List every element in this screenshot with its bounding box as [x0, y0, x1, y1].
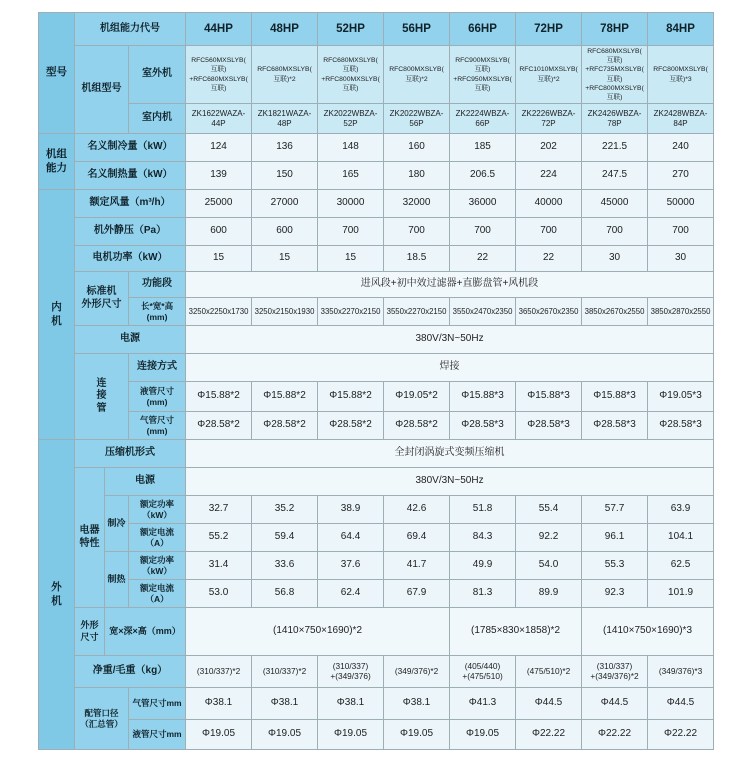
label-indoor-unit: 室内机 [129, 104, 186, 134]
spec-cell: 700 [384, 218, 450, 246]
spec-cell-span: 焊接 [186, 354, 714, 382]
row-indoor-power [39, 326, 714, 354]
spec-cell: RFC680MXSLYB(互联)*2 [252, 46, 318, 104]
label-capacity-code: 机组能力代号 [75, 13, 186, 46]
spec-cell: 600 [186, 218, 252, 246]
hp-code: 78HP [582, 13, 648, 46]
spec-cell: 30 [582, 246, 648, 272]
spec-cell: RFC680MXSLYB(互联) +RFC735MXSLYB(互联) +RFC800MXSLYB(互联) [582, 46, 648, 104]
spec-cell: 89.9 [516, 580, 582, 608]
spec-cell: 270 [648, 162, 714, 190]
label-indoor-dims: 长*宽*高(mm) [129, 298, 186, 326]
spec-cell-span: (1410×750×1690)*3 [582, 608, 714, 656]
spec-cell: 62.5 [648, 552, 714, 580]
spec-cell: Φ19.05*3 [648, 382, 714, 412]
spec-cell: 247.5 [582, 162, 648, 190]
spec-cell: 64.4 [318, 524, 384, 552]
spec-cell: (405/440) +(475/510) [450, 656, 516, 688]
spec-cell: 101.9 [648, 580, 714, 608]
spec-table [38, 12, 714, 750]
spec-cell: 3650x2670x2350 [516, 298, 582, 326]
hp-code: 52HP [318, 13, 384, 46]
spec-cell: 63.9 [648, 496, 714, 524]
spec-cell: Φ38.1 [186, 688, 252, 720]
spec-cell: Φ19.05*2 [384, 382, 450, 412]
spec-cell: 92.3 [582, 580, 648, 608]
label-heating-current: 额定电流（A） [129, 580, 186, 608]
row-function-section [39, 272, 714, 298]
spec-cell: 57.7 [582, 496, 648, 524]
spec-cell: Φ22.22 [516, 720, 582, 750]
spec-cell: (310/337)*2 [252, 656, 318, 688]
spec-cell: Φ44.5 [516, 688, 582, 720]
spec-cell: 32000 [384, 190, 450, 218]
spec-cell: 700 [516, 218, 582, 246]
spec-cell: 3250x2150x1930 [252, 298, 318, 326]
spec-cell: Φ38.1 [318, 688, 384, 720]
row-motor-power [39, 246, 714, 272]
spec-cell: Φ15.88*2 [252, 382, 318, 412]
row-outdoor-dims [39, 608, 714, 656]
label-pipe-diam-group: 配管口径 （汇总管） [75, 688, 129, 750]
spec-cell: 42.6 [384, 496, 450, 524]
spec-cell: 15 [186, 246, 252, 272]
row-heating-current [39, 580, 714, 608]
label-connection: 连接方式 [129, 354, 186, 382]
spec-cell: 148 [318, 134, 384, 162]
spec-cell: Φ28.58*2 [186, 412, 252, 440]
spec-cell-span: 380V/3N~50Hz [186, 326, 714, 354]
label-gas-pipe: 气管尺寸(mm) [129, 412, 186, 440]
hp-code: 66HP [450, 13, 516, 46]
row-cooling-power [39, 496, 714, 524]
label-heating-capacity: 名义制热量（kW） [75, 162, 186, 190]
spec-cell: 53.0 [186, 580, 252, 608]
row-static-pressure [39, 218, 714, 246]
spec-cell: 160 [384, 134, 450, 162]
spec-cell-span: 380V/3N~50Hz [186, 468, 714, 496]
spec-cell: RFC900MXSLYB(互联) +RFC950MXSLYB(互联) [450, 46, 516, 104]
spec-cell: 96.1 [582, 524, 648, 552]
spec-cell: 38.9 [318, 496, 384, 524]
label-weight: 净重/毛重（kg） [75, 656, 186, 688]
spec-cell: RFC1010MXSLYB(互联)*2 [516, 46, 582, 104]
row-gas-pipe [39, 412, 714, 440]
spec-cell: 700 [582, 218, 648, 246]
spec-cell: 3850x2870x2550 [648, 298, 714, 326]
spec-cell: RFC800MXSLYB(互联)*3 [648, 46, 714, 104]
label-liquid-pipe: 液管尺寸(mm) [129, 382, 186, 412]
label-static-pressure: 机外静压（Pa） [75, 218, 186, 246]
row-indoor-dims [39, 298, 714, 326]
spec-cell: Φ19.05 [384, 720, 450, 750]
label-elec-group: 电器 特性 [75, 468, 105, 608]
spec-cell: 30 [648, 246, 714, 272]
row-liquid-pipe [39, 382, 714, 412]
hp-code: 72HP [516, 13, 582, 46]
spec-cell: Φ41.3 [450, 688, 516, 720]
label-std-dims-group: 标准机 外形尺寸 [75, 272, 129, 326]
spec-cell: 185 [450, 134, 516, 162]
spec-cell: 3550x2470x2350 [450, 298, 516, 326]
spec-cell: (349/376)*3 [648, 656, 714, 688]
spec-cell: Φ15.88*2 [318, 382, 384, 412]
spec-cell: RFC800MXSLYB(互联)*2 [384, 46, 450, 104]
spec-cell: 180 [384, 162, 450, 190]
spec-cell: 3250x2250x1730 [186, 298, 252, 326]
row-gas-pipe-main [39, 688, 714, 720]
label-compressor: 压缩机形式 [75, 440, 186, 468]
spec-cell: Φ28.58*2 [318, 412, 384, 440]
hp-code: 48HP [252, 13, 318, 46]
spec-cell: 3350x2270x2150 [318, 298, 384, 326]
spec-cell: 150 [252, 162, 318, 190]
spec-sheet [38, 12, 714, 750]
label-airflow: 额定风量（m³/h） [75, 190, 186, 218]
hp-code: 44HP [186, 13, 252, 46]
spec-cell: Φ38.1 [384, 688, 450, 720]
spec-cell: 59.4 [252, 524, 318, 552]
hp-code: 84HP [648, 13, 714, 46]
spec-cell: 15 [252, 246, 318, 272]
spec-cell: 31.4 [186, 552, 252, 580]
spec-cell: 224 [516, 162, 582, 190]
row-airflow [39, 190, 714, 218]
spec-cell: 41.7 [384, 552, 450, 580]
spec-cell: Φ38.1 [252, 688, 318, 720]
spec-cell: 18.5 [384, 246, 450, 272]
label-cooling-capacity: 名义制冷量（kW） [75, 134, 186, 162]
spec-cell: 33.6 [252, 552, 318, 580]
label-outdoor-unit: 室外机 [129, 46, 186, 104]
spec-cell: 45000 [582, 190, 648, 218]
row-heating-power [39, 552, 714, 580]
spec-cell: 56.8 [252, 580, 318, 608]
spec-cell: Φ19.05 [318, 720, 384, 750]
label-cooling-group: 制冷 [105, 496, 129, 552]
row-heating-capacity [39, 162, 714, 190]
spec-cell: Φ22.22 [648, 720, 714, 750]
row-hp-header [39, 13, 714, 46]
spec-cell: 700 [648, 218, 714, 246]
spec-cell: Φ15.88*3 [516, 382, 582, 412]
label-heating-group: 制热 [105, 552, 129, 608]
row-compressor [39, 440, 714, 468]
label-outdoor-group: 外 机 [39, 440, 75, 750]
spec-cell: 81.3 [450, 580, 516, 608]
row-weight [39, 656, 714, 688]
label-outdoor-dims: 宽×深×高（mm） [105, 608, 186, 656]
spec-cell: Φ28.58*3 [450, 412, 516, 440]
spec-cell: 15 [318, 246, 384, 272]
label-indoor-group: 内 机 [39, 190, 75, 440]
row-cooling-capacity [39, 134, 714, 162]
row-connection [39, 354, 714, 382]
hp-code: 56HP [384, 13, 450, 46]
spec-cell: Φ19.05 [186, 720, 252, 750]
spec-cell: Φ15.88*2 [186, 382, 252, 412]
row-liquid-pipe-main [39, 720, 714, 750]
row-outdoor-power [39, 468, 714, 496]
spec-cell: Φ19.05 [450, 720, 516, 750]
spec-cell: 92.2 [516, 524, 582, 552]
spec-cell: 22 [516, 246, 582, 272]
spec-cell: 67.9 [384, 580, 450, 608]
spec-cell: 37.6 [318, 552, 384, 580]
spec-cell: 51.8 [450, 496, 516, 524]
spec-cell-span: (1410×750×1690)*2 [186, 608, 450, 656]
row-outdoor-model [39, 46, 714, 104]
spec-cell: Φ19.05 [252, 720, 318, 750]
label-conn-pipe-group: 连 接 管 [75, 354, 129, 440]
spec-cell: ZK2428WBZA-84P [648, 104, 714, 134]
spec-cell: Φ28.58*3 [648, 412, 714, 440]
label-cooling-current: 额定电流（A） [129, 524, 186, 552]
spec-cell: 104.1 [648, 524, 714, 552]
label-model-group: 型号 [39, 13, 75, 134]
spec-cell: (349/376)*2 [384, 656, 450, 688]
spec-cell: ZK2224WBZA-66P [450, 104, 516, 134]
spec-cell: 165 [318, 162, 384, 190]
spec-cell-span: 进风段+初中效过滤器+直膨盘管+风机段 [186, 272, 714, 298]
spec-cell: 600 [252, 218, 318, 246]
spec-cell: 36000 [450, 190, 516, 218]
spec-cell: 124 [186, 134, 252, 162]
spec-cell: Φ44.5 [648, 688, 714, 720]
spec-cell: RFC560MXSLYB(互联) +RFC680MXSLYB(互联) [186, 46, 252, 104]
spec-cell: 139 [186, 162, 252, 190]
spec-cell: 30000 [318, 190, 384, 218]
spec-cell: RFC680MXSLYB(互联) +RFC800MXSLYB(互联) [318, 46, 384, 104]
spec-cell-span: 全封闭涡旋式变频压缩机 [186, 440, 714, 468]
spec-cell: 49.9 [450, 552, 516, 580]
spec-cell: 55.2 [186, 524, 252, 552]
label-unit-model: 机组型号 [75, 46, 129, 134]
spec-cell: 136 [252, 134, 318, 162]
spec-cell: (310/337) +(349/376) [318, 656, 384, 688]
spec-cell: 35.2 [252, 496, 318, 524]
spec-cell: 700 [318, 218, 384, 246]
spec-cell: 40000 [516, 190, 582, 218]
label-function-section: 功能段 [129, 272, 186, 298]
spec-cell: Φ22.22 [582, 720, 648, 750]
spec-cell: 55.4 [516, 496, 582, 524]
label-heating-power: 额定功率（kW） [129, 552, 186, 580]
spec-cell: (475/510)*2 [516, 656, 582, 688]
spec-cell: Φ28.58*2 [252, 412, 318, 440]
label-cooling-power: 额定功率（kW） [129, 496, 186, 524]
spec-cell: ZK2022WBZA-56P [384, 104, 450, 134]
spec-cell: 55.3 [582, 552, 648, 580]
label-gas-pipe-main: 气管尺寸mm [129, 688, 186, 720]
spec-cell: 32.7 [186, 496, 252, 524]
spec-cell: ZK1821WAZA-48P [252, 104, 318, 134]
row-cooling-current [39, 524, 714, 552]
spec-cell: 22 [450, 246, 516, 272]
spec-cell: (310/337) +(349/376)*2 [582, 656, 648, 688]
spec-cell: 27000 [252, 190, 318, 218]
spec-cell: Φ28.58*3 [582, 412, 648, 440]
spec-cell: ZK1622WAZA-44P [186, 104, 252, 134]
spec-cell: ZK2022WBZA-52P [318, 104, 384, 134]
spec-cell: 202 [516, 134, 582, 162]
spec-cell-span: (1785×830×1858)*2 [450, 608, 582, 656]
spec-cell: Φ15.88*3 [582, 382, 648, 412]
label-capacity-group: 机组 能力 [39, 134, 75, 190]
spec-cell: 221.5 [582, 134, 648, 162]
spec-cell: 240 [648, 134, 714, 162]
label-outdoor-power: 电源 [105, 468, 186, 496]
spec-cell: 84.3 [450, 524, 516, 552]
spec-cell: Φ28.58*2 [384, 412, 450, 440]
spec-cell: 700 [450, 218, 516, 246]
label-motor-power: 电机功率（kW） [75, 246, 186, 272]
label-liquid-pipe-main: 液管尺寸mm [129, 720, 186, 750]
spec-cell: 50000 [648, 190, 714, 218]
row-indoor-model [39, 104, 714, 134]
spec-cell: Φ15.88*3 [450, 382, 516, 412]
spec-cell: 206.5 [450, 162, 516, 190]
label-dims-group: 外形 尺寸 [75, 608, 105, 656]
spec-cell: Φ44.5 [582, 688, 648, 720]
spec-cell: 62.4 [318, 580, 384, 608]
spec-cell: 69.4 [384, 524, 450, 552]
spec-cell: ZK2226WBZA-72P [516, 104, 582, 134]
spec-cell: 3850x2670x2550 [582, 298, 648, 326]
label-indoor-power: 电源 [75, 326, 186, 354]
spec-cell: 25000 [186, 190, 252, 218]
spec-cell: Φ28.58*3 [516, 412, 582, 440]
spec-cell: 54.0 [516, 552, 582, 580]
spec-cell: 3550x2270x2150 [384, 298, 450, 326]
spec-cell: (310/337)*2 [186, 656, 252, 688]
spec-cell: ZK2426WBZA-78P [582, 104, 648, 134]
